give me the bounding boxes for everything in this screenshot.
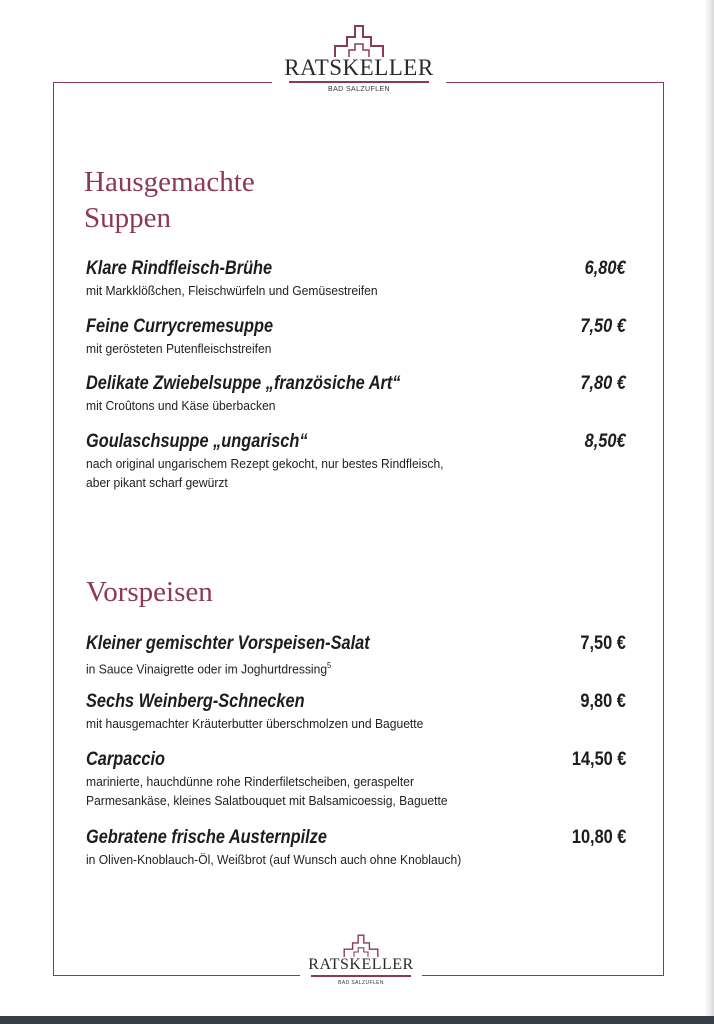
item-name: Kleiner gemischter Vorspeisen-Salat <box>86 633 370 654</box>
item-name: Delikate Zwiebelsuppe „französiche Art“ <box>86 373 401 394</box>
item-description: nach original ungarischem Rezept gekocht, nur bestes Rindfleisch, <box>86 456 444 471</box>
item-price: 7,80 € <box>580 373 626 394</box>
item-price: 6,80€ <box>585 258 626 279</box>
item-description: mit gerösteten Putenfleischstreifen <box>86 341 272 356</box>
item-name: Carpaccio <box>86 749 166 770</box>
item-description: in Oliven-Knoblauch-Öl, Weißbrot (auf Wunsch auch ohne Knoblauch) <box>86 852 462 867</box>
menu-item <box>86 748 626 810</box>
brand-subtitle: BAD SALZUFLEN <box>328 85 390 93</box>
item-price: 7,50 € <box>580 633 626 654</box>
section-title-suppen: Hausgemachte Suppen <box>84 166 255 234</box>
item-name: Goulaschsuppe „ungarisch“ <box>86 431 308 452</box>
menu-item <box>86 690 626 733</box>
item-description: in Sauce Vinaigrette oder im Joghurtdressing$^5$ <box>86 661 332 677</box>
item-price: 9,80 € <box>580 691 626 712</box>
item-price: 8,50€ <box>585 431 626 452</box>
item-description-line2: Parmesankäse, kleines Salatbouquet mit Balsamicoessig, Baguette <box>86 793 448 808</box>
logo-top <box>272 22 446 100</box>
brand-rule <box>311 975 411 977</box>
rooftop-logo-icon <box>329 22 389 58</box>
menu-item <box>86 257 626 300</box>
menu-item <box>86 372 626 415</box>
item-name: Klare Rindfleisch-Brühe <box>86 258 273 279</box>
scan-bottom-edge <box>0 1016 714 1024</box>
brand-name: RATSKELLER <box>284 55 434 80</box>
item-description-line2: aber pikant scharf gewürzt <box>86 475 228 490</box>
item-name: Gebratene frische Austernpilze <box>86 827 327 848</box>
item-description: mit hausgemachter Kräuterbutter überschmolzen und Baguette <box>86 716 424 731</box>
section-title-vorspeisen: Vorspeisen <box>86 576 213 608</box>
menu-item <box>86 826 626 869</box>
brand-rule <box>289 81 429 83</box>
menu-item <box>86 430 626 492</box>
brand-subtitle: BAD SALZUFLEN <box>338 979 384 986</box>
menu-item <box>86 315 626 358</box>
item-description: mit Markklößchen, Fleischwürfeln und Gemüsestreifen <box>86 283 378 298</box>
allergen-footnote: 5 <box>327 661 332 670</box>
item-price: 10,80 € <box>571 827 626 848</box>
brand-name: RATSKELLER <box>308 956 414 973</box>
item-name: Feine Currycremesuppe <box>86 316 274 337</box>
item-price: 7,50 € <box>580 316 626 337</box>
item-name: Sechs Weinberg-Schnecken <box>86 691 305 712</box>
item-description: marinierte, hauchdünne rohe Rinderfiletscheiben, geraspelter <box>86 774 414 789</box>
page-edge-shadow <box>704 0 714 1024</box>
menu-item <box>86 632 626 678</box>
item-price: 14,50 € <box>571 749 626 770</box>
item-description: mit Croûtons und Käse überbacken <box>86 398 276 413</box>
logo-bottom <box>300 932 422 990</box>
rooftop-logo-icon <box>340 932 382 958</box>
